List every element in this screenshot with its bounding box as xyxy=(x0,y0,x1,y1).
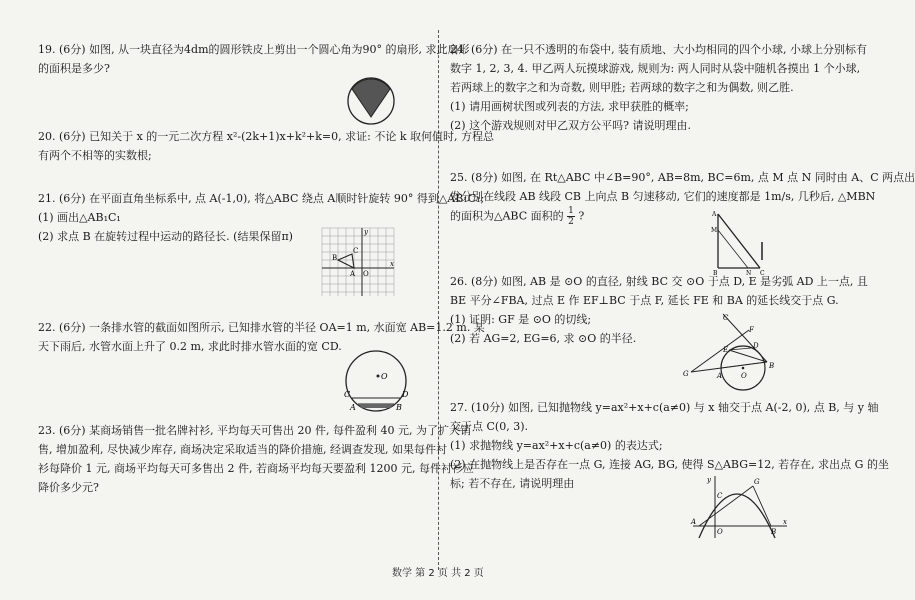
q22-label-o: O xyxy=(381,372,388,381)
q26-label-f: F xyxy=(749,326,754,334)
q26-line-1: 26. (8分) 如图, AB 是 ⊙O 的直径, 射线 BC 交 ⊙O 于点 D, E 是劣弧 AD 上一点, 且 xyxy=(450,275,868,288)
question-26 xyxy=(450,272,868,348)
q20-line-1: 20. (6分) 已知关于 x 的一元二次方程 x²-(2k+1)x+k²+k=0, 求证: 不论 k 取何值时, 方程总 xyxy=(38,130,494,143)
q26-label-g: G xyxy=(683,370,689,378)
q26-circle-figure xyxy=(683,310,783,392)
q25-line-2: 发分别在线段 AB 线段 CB 上向点 B 匀速移动, 它们的速度都是 1m/s, 几秒后, △MBN xyxy=(450,190,876,203)
q27-line-1: 27. (10分) 如图, 已知抛物线 y=ax²+x+c(a≠0) 与 x 轴交于点 A(-2, 0), 点 B, 与 y 轴 xyxy=(450,401,879,414)
q25-line-3: 的面积为△ABC 面积的 xyxy=(450,209,564,223)
q21-grid-figure xyxy=(318,224,398,300)
q22-label-c: C xyxy=(344,390,351,399)
q27-line-5: 标; 若不存在, 请说明理由 xyxy=(450,477,575,490)
q21-label-o: O xyxy=(363,270,369,278)
q19-sector-figure xyxy=(345,75,397,127)
q23-line-2: 售, 增加盈利, 尽快减少库存, 商场决定采取适当的降价措施, 经调查发现, 如果每件衬 xyxy=(38,443,447,456)
q25-label-c: C xyxy=(760,270,765,277)
q25-label-n: N xyxy=(746,270,752,277)
q27-label-g: G xyxy=(754,478,760,486)
q26-label-c: C xyxy=(723,314,729,322)
q21-label-y: y xyxy=(364,228,368,236)
q27-label-a: A xyxy=(691,518,697,526)
q24-line-4: (1) 请用画树状图或列表的方法, 求甲获胜的概率; xyxy=(450,100,689,113)
q19-line-1: 19. (6分) 如图, 从一块直径为4dm的圆形铁皮上剪出一个圆心角为90° 的扇形, 求此扇形 xyxy=(38,43,470,56)
q24-line-3: 若两球上的数字之和为奇数, 则甲胜; 若两球的数字之和为偶数, 则乙胜. xyxy=(450,81,794,94)
question-21 xyxy=(38,189,484,246)
q25-fraction xyxy=(567,206,575,227)
question-19 xyxy=(38,40,470,78)
q27-line-2: 交于点 C(0, 3). xyxy=(450,420,528,433)
question-27 xyxy=(450,398,889,493)
q24-line-2: 数字 1, 2, 3, 4. 甲乙两人玩摸球游戏, 规则为: 两人同时从袋中随机各摸出 1 个小球, xyxy=(450,62,861,75)
q22-label-a: A xyxy=(350,403,356,412)
q25-label-b: B xyxy=(713,270,718,277)
q23-line-3: 衫每降价 1 元, 商场平均每天可多售出 2 件, 若商场平均每天要盈利 1200 元, 每件衬衫应 xyxy=(38,462,474,475)
q25-frac-den: 2 xyxy=(568,217,574,227)
q25-line-1: 25. (8分) 如图, 在 Rt△ABC 中∠B=90°, AB=8m, BC=6m, 点 M 点 N 同时由 A、C 两点出 xyxy=(450,171,915,184)
q25-frac-tail: ? xyxy=(578,209,585,223)
q26-label-d: D xyxy=(753,342,759,350)
q21-label-a: A xyxy=(350,270,356,278)
q21-label-b: B xyxy=(332,254,338,262)
q21-label-x: x xyxy=(390,260,394,268)
q27-label-c: C xyxy=(717,492,723,500)
q23-line-1: 23. (6分) 某商场销售一批名牌衬衫, 平均每天可售出 20 件, 每件盈利 40 元, 为了扩大销 xyxy=(38,424,472,437)
q22-line-2: 天下雨后, 水管水面上升了 0.2 m, 求此时排水管水面的宽 CD. xyxy=(38,340,342,353)
q27-label-y: y xyxy=(707,476,711,484)
q25-triangle-figure xyxy=(710,210,770,276)
question-20 xyxy=(38,127,494,165)
q26-label-e: E xyxy=(723,346,729,354)
question-24 xyxy=(450,40,867,135)
q26-label-a: A xyxy=(717,372,723,380)
q27-label-x: x xyxy=(783,518,787,526)
q25-label-m: M xyxy=(711,227,718,234)
q27-line-3: (1) 求抛物线 y=ax²+x+c(a≠0) 的表达式; xyxy=(450,439,663,452)
q26-label-o: O xyxy=(741,372,747,380)
q19-line-2: 的面积是多少? xyxy=(38,62,110,75)
question-23 xyxy=(38,421,474,497)
page-footer: 数学 第 2 页 共 2 页 xyxy=(392,568,484,579)
q21-line-1: 21. (6分) 在平面直角坐标系中, 点 A(-1,0), 将△ABC 绕点 A顺时针旋转 90° 得到△AB₁C₁; xyxy=(38,192,485,205)
q22-label-b: B xyxy=(396,403,402,412)
q22-label-d: D xyxy=(402,390,409,399)
q21-line-2: (1) 画出△AB₁C₁ xyxy=(38,211,121,224)
q25-label-a: A xyxy=(712,211,717,218)
q23-line-4: 降价多少元? xyxy=(38,481,99,494)
q27-label-o: O xyxy=(717,528,723,536)
q26-line-2: BE 平分∠FBA, 过点 E 作 EF⊥BC 于点 F, 延长 FE 和 BA 的延长线交于点 G. xyxy=(450,294,839,307)
q27-parabola-figure xyxy=(691,472,791,540)
q24-line-5: (2) 这个游戏规则对甲乙双方公平吗? 请说明理由. xyxy=(450,119,691,132)
q26-label-b: B xyxy=(769,362,775,370)
q24-line-1: 24. (6分) 在一只不透明的布袋中, 装有质地、大小均相同的四个小球, 小球上分别标有 xyxy=(450,43,868,56)
q27-line-4: (2) 在抛物线上是否存在一点 G, 连接 AG, BG, 使得 S△ABG=12, 若存在, 求出点 G 的坐 xyxy=(450,458,889,471)
question-25 xyxy=(450,168,915,227)
q21-label-c: C xyxy=(353,247,359,255)
q22-line-1: 22. (6分) 一条排水管的截面如图所示, 已知排水管的半径 OA=1 m, 水面宽 AB=1.2 m. 某 xyxy=(38,321,485,334)
q21-line-3: (2) 求点 B 在旋转过程中运动的路径长. (结果保留π) xyxy=(38,230,293,243)
q25-frac-num: 1 xyxy=(568,206,574,216)
q26-line-3: (1) 证明: GF 是 ⊙O 的切线; xyxy=(450,313,592,326)
q22-pipe-figure xyxy=(338,348,414,418)
question-22 xyxy=(38,318,485,356)
q27-label-b: B xyxy=(771,528,777,536)
q20-line-2: 有两个不相等的实数根; xyxy=(38,149,152,162)
q26-line-4: (2) 若 AG=2, EG=6, 求 ⊙O 的半径. xyxy=(450,332,637,345)
